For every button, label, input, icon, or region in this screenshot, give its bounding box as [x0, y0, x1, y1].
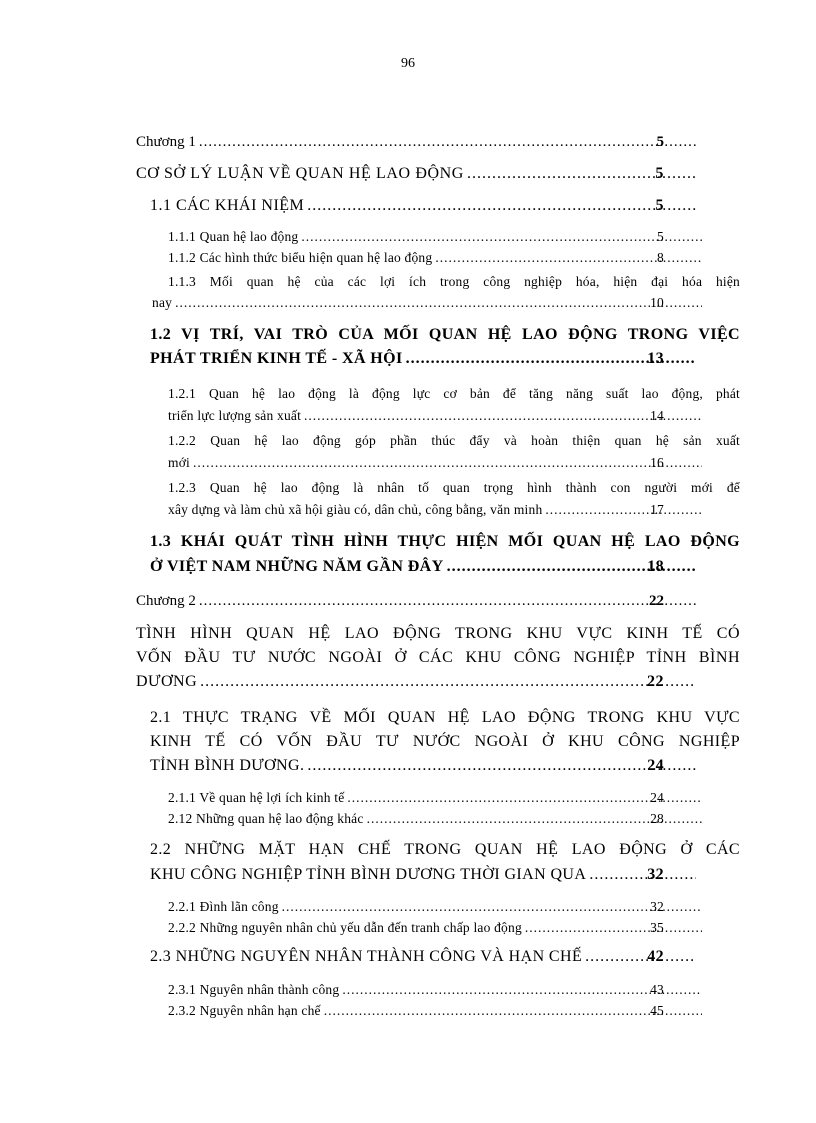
toc-subsection-2-3-1[interactable] [168, 982, 740, 998]
toc-leader-dots [193, 452, 702, 474]
toc-entry-title: Chương 1 [136, 134, 196, 150]
toc-subsection-2-1-1[interactable] [168, 790, 740, 806]
toc-page-number: 45 [650, 1003, 664, 1018]
toc-entry-title: 1.1.1 Quan hệ lao động [168, 229, 299, 244]
toc-page-number: 35 [650, 920, 664, 935]
toc-section-2-3[interactable] [150, 948, 740, 966]
toc-entry-title-line: 1.3 KHÁI QUÁT TÌNH HÌNH THỰC HIỆN MỐI QUAN HỆ LAO ĐỘNG [150, 533, 740, 550]
toc-page-number: 28 [650, 811, 664, 826]
toc-entry-title-line: 1.2.1 Quan hệ lao động là động lực cơ bản để tăng năng suất lao động, phát [168, 386, 740, 401]
toc-leader-dots [545, 499, 702, 521]
toc-subsection-2-1-2[interactable] [168, 811, 740, 827]
page-number: 96 [401, 56, 415, 71]
toc-subsection-2-2-1[interactable] [168, 899, 740, 915]
toc-leader-dots [585, 948, 696, 966]
toc-entry-title: 1.1.2 Các hình thức biểu hiện quan hệ lao động [168, 250, 433, 265]
toc-part-2[interactable] [136, 622, 740, 694]
toc-page-number: 17 [650, 502, 664, 517]
toc-subsection-1-2-3[interactable] [168, 477, 740, 521]
toc-entry-title-line: KINH TẾ CÓ VỐN ĐẦU TƯ NƯỚC NGOÀI Ở KHU CÔNG NGHIỆP [150, 733, 740, 750]
toc-entry-title-line: 1.1.3 Mối quan hệ của các lợi ích trong công nghiệp hóa, hiện đại hóa hiện [168, 274, 740, 289]
toc-page-number: 5 [655, 165, 664, 182]
toc-leader-dots [347, 790, 702, 806]
toc-chapter-2[interactable] [136, 593, 740, 610]
toc-leader-dots [525, 920, 702, 936]
toc-leader-dots [589, 862, 696, 887]
toc-entry-title-line: DƯƠNG [136, 673, 198, 690]
toc-page-number: 10 [650, 295, 664, 310]
toc-entry-title-line: triển lực lượng sản xuất [168, 408, 302, 423]
toc-leader-dots [342, 982, 702, 998]
toc-section-2-1[interactable] [150, 706, 740, 778]
toc-entry-title: Chương 2 [136, 593, 196, 609]
toc-entry-title-line: TÌNH HÌNH QUAN HỆ LAO ĐỘNG TRONG KHU VỰC KINH TẾ CÓ [136, 625, 740, 642]
toc-subsection-1-2-1[interactable] [168, 383, 740, 427]
toc-page-number: 14 [650, 408, 664, 423]
toc-page-number: 22 [649, 593, 664, 609]
toc-entry-title-line: 2.1 THỰC TRẠNG VỀ MỐI QUAN HỆ LAO ĐỘNG TRONG KHU VỰC [150, 709, 740, 726]
toc-subsection-1-1-3[interactable] [152, 271, 740, 313]
toc-entry-title: 2.2.2 Những nguyên nhân chủ yếu dẫn đến tranh chấp lao động [168, 920, 522, 935]
toc-page-number: 18 [647, 558, 664, 575]
toc-section-2-2[interactable] [150, 837, 740, 887]
toc-leader-dots [199, 134, 696, 151]
toc-page-number: 16 [650, 455, 664, 470]
toc-entry-title-line: PHÁT TRIỂN KINH TẾ - XÃ HỘI [150, 350, 403, 367]
toc-entry-title-line: TỈNH BÌNH DƯƠNG. [150, 757, 305, 774]
toc-part-1[interactable] [136, 165, 740, 183]
toc-leader-dots [199, 593, 696, 610]
toc-entry-title-line: 1.2 VỊ TRÍ, VAI TRÒ CỦA MỐI QUAN HỆ LAO ĐỘNG TRONG VIỆC [150, 326, 740, 343]
table-of-contents [0, 134, 816, 1019]
toc-subsection-2-3-2[interactable] [168, 1003, 740, 1019]
toc-chapter-1[interactable] [136, 134, 740, 151]
toc-entry-title-line: nay [152, 295, 173, 310]
toc-page-number: 32 [650, 899, 664, 914]
toc-entry-title-line: Ở VIỆT NAM NHỮNG NĂM GẦN ĐÂY [150, 558, 444, 575]
toc-entry-title-line: 1.2.2 Quan hệ lao động góp phần thúc đẩy và hoàn thiện quan hệ sản xuất [168, 433, 740, 448]
toc-page-number: 24 [650, 790, 664, 805]
toc-subsection-1-1-2[interactable] [168, 250, 740, 266]
toc-section-1-2[interactable] [150, 323, 740, 371]
toc-page-number: 5 [656, 134, 664, 150]
toc-leader-dots [324, 1003, 702, 1019]
toc-leader-dots [175, 292, 702, 313]
toc-page-number: 22 [647, 673, 664, 690]
toc-entry-title-line: mới [168, 455, 190, 470]
toc-entry-title: 2.2.1 Đình lãn công [168, 899, 279, 914]
toc-entry-title: 2.3 NHỮNG NGUYÊN NHÂN THÀNH CÔNG VÀ HẠN CHẾ [150, 948, 583, 965]
toc-entry-title: 2.3.2 Nguyên nhân hạn chế [168, 1003, 321, 1018]
toc-page-number: 5 [657, 229, 664, 244]
toc-page-number: 32 [647, 866, 664, 883]
toc-entry-title-line: VỐN ĐẦU TƯ NƯỚC NGOÀI Ở CÁC KHU CÔNG NGHIỆP TỈNH BÌNH [136, 649, 740, 666]
toc-entry-title: CƠ SỞ LÝ LUẬN VỀ QUAN HỆ LAO ĐỘNG [136, 165, 464, 182]
toc-subsection-1-1-1[interactable] [168, 229, 740, 245]
toc-page-number: 42 [647, 948, 664, 965]
toc-entry-title-line: 1.2.3 Quan hệ lao động là nhân tố quan trọng hình thành con người mới để [168, 480, 740, 495]
toc-leader-dots [304, 405, 702, 427]
toc-page-number: 24 [647, 757, 664, 774]
toc-entry-title: 2.12 Những quan hệ lao động khác [168, 811, 364, 826]
toc-section-1-3[interactable] [150, 529, 740, 579]
toc-leader-dots [301, 229, 702, 245]
toc-page-number: 13 [647, 350, 664, 367]
toc-subsection-2-2-2[interactable] [168, 920, 740, 936]
toc-subsection-1-2-2[interactable] [168, 430, 740, 474]
toc-section-1-1[interactable] [150, 197, 740, 215]
toc-entry-title: 1.1 CÁC KHÁI NIỆM [150, 197, 305, 214]
toc-entry-title: 2.1.1 Về quan hệ lợi ích kinh tế [168, 790, 345, 805]
toc-entry-title-line: KHU CÔNG NGHIỆP TỈNH BÌNH DƯƠNG THỜI GIAN QUA [150, 866, 587, 883]
toc-page-number: 43 [650, 982, 664, 997]
toc-entry-title-line: 2.2 NHỮNG MẶT HẠN CHẾ TRONG QUAN HỆ LAO ĐỘNG Ở CÁC [150, 841, 740, 858]
toc-leader-dots [307, 754, 696, 778]
toc-page-number: 5 [655, 197, 664, 214]
toc-leader-dots [282, 899, 702, 915]
toc-entry-title-line: xây dựng và làm chủ xã hội giàu có, dân chủ, công bằng, văn minh [168, 502, 543, 517]
toc-entry-title: 2.3.1 Nguyên nhân thành công [168, 982, 340, 997]
toc-leader-dots [200, 670, 696, 694]
toc-page-number: 8 [657, 250, 664, 265]
toc-leader-dots [307, 197, 696, 215]
